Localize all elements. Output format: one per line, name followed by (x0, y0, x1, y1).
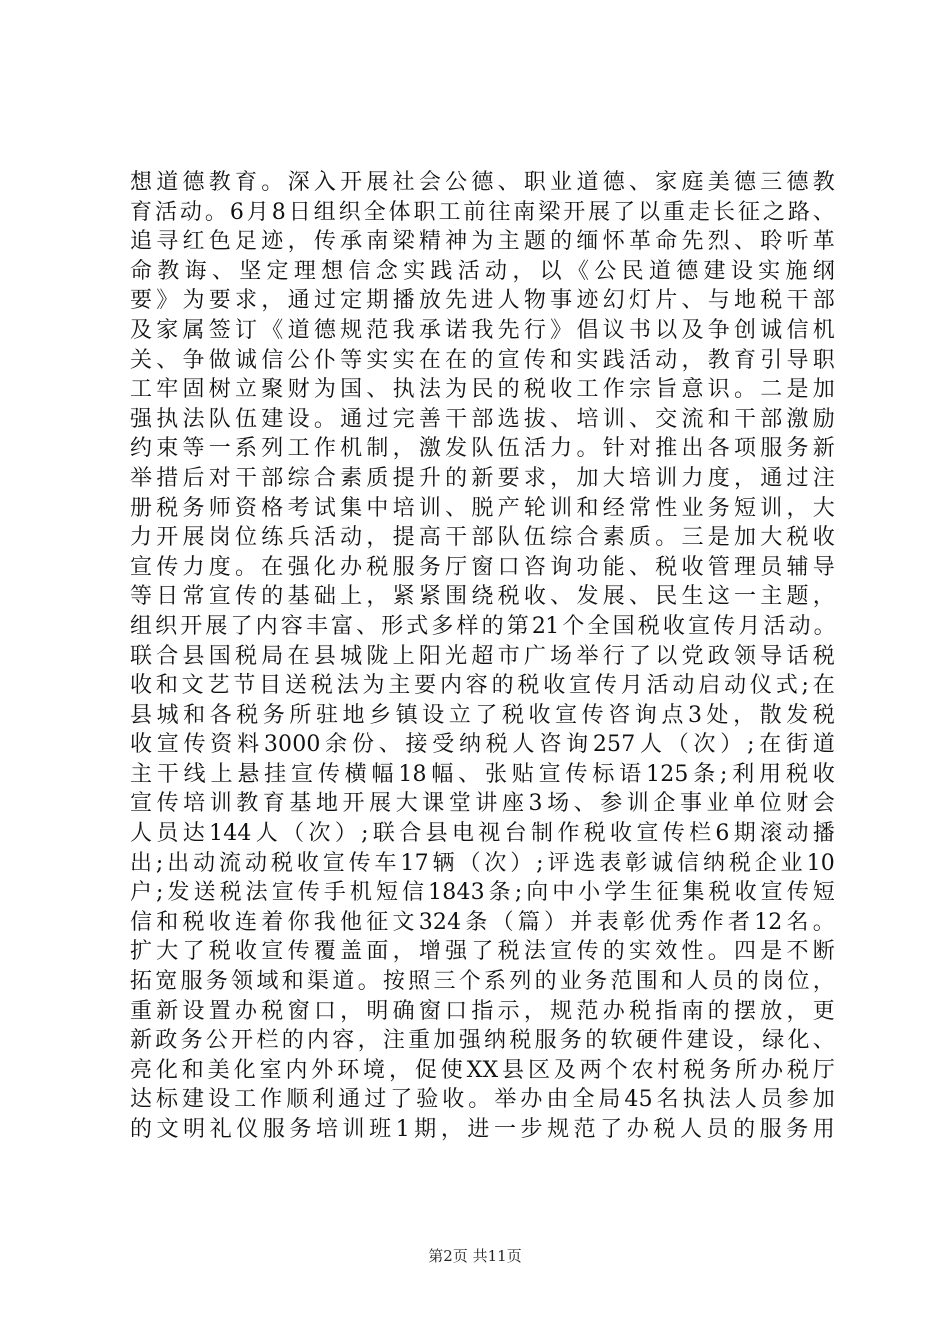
text-line: 想道德教育。深入开展社会公德、职业道德、家庭美德三德教 (130, 170, 835, 195)
document-body (130, 168, 835, 1145)
text-line: 新政务公开栏的内容，注重加强纳税服务的软硬件建设，绿化、 (130, 1028, 835, 1054)
text-line: 育活动。6月8日组织全体职工前往南梁开展了以重走长征之路、 (130, 199, 835, 225)
text-line: 信和税收连着你我他征文324条（篇）并表彰优秀作者12名。 (130, 909, 835, 935)
text-line: 宣传培训教育基地开展大课堂讲座3场、参训企事业单位财会 (130, 791, 835, 817)
text-line: 出;出动流动税收宣传车17辆（次）;评选表彰诚信纳税企业10 (130, 850, 835, 876)
text-line: 户;发送税法宣传手机短信1843条;向中小学生征集税收宣传短 (130, 880, 835, 906)
text-line: 举措后对干部综合素质提升的新要求，加大培训力度，通过注 (130, 465, 835, 491)
text-line: 等日常宣传的基础上，紧紧围绕税收、发展、民生这一主题， (130, 584, 835, 610)
text-line: 扩大了税收宣传覆盖面，增强了税法宣传的实效性。四是不断 (130, 939, 835, 965)
text-line: 约束等一系列工作机制，激发队伍活力。针对推出各项服务新 (130, 436, 835, 462)
text-line: 重新设置办税窗口，明确窗口指示，规范办税指南的摆放，更 (130, 998, 835, 1024)
text-line: 强执法队伍建设。通过完善干部选拔、培训、交流和干部激励 (130, 406, 835, 432)
text-line: 拓宽服务领域和渠道。按照三个系列的业务范围和人员的岗位， (130, 969, 835, 995)
text-line: 命教诲、坚定理想信念实践活动，以《公民道德建设实施纲 (130, 258, 835, 284)
text-line: 工牢固树立聚财为国、执法为民的税收工作宗旨意识。二是加 (130, 377, 835, 403)
text-line: 收宣传资料3000余份、接受纳税人咨询257人（次）;在街道 (130, 732, 835, 758)
text-line: 关、争做诚信公仆等实实在在的宣传和实践活动，教育引导职 (130, 347, 835, 373)
text-line: 宣传力度。在强化办税服务厅窗口咨询功能、税收管理员辅导 (130, 554, 835, 580)
text-line: 追寻红色足迹，传承南梁精神为主题的缅怀革命先烈、聆听革 (130, 229, 835, 255)
text-line: 册税务师资格考试集中培训、脱产轮训和经常性业务短训，大 (130, 495, 835, 521)
page-number-footer: 第2页 共11页 (428, 1247, 522, 1265)
text-line: 收和文艺节目送税法为主要内容的税收宣传月活动启动仪式;在 (130, 673, 835, 699)
text-line: 的文明礼仪服务培训班1期，进一步规范了办税人员的服务用 (130, 1117, 835, 1142)
text-line: 联合县国税局在县城陇上阳光超市广场举行了以党政领导话税 (130, 643, 835, 669)
text-line: 及家属签订《道德规范我承诺我先行》倡议书以及争创诚信机 (130, 317, 835, 343)
text-line: 达标建设工作顺利通过了验收。举办由全局45名执法人员参加 (130, 1087, 835, 1113)
text-line: 亮化和美化室内外环境，促使XX县区及两个农村税务所办税厅 (130, 1057, 835, 1083)
text-line: 主干线上悬挂宣传横幅18幅、张贴宣传标语125条;利用税收 (130, 761, 835, 787)
text-line: 县城和各税务所驻地乡镇设立了税收宣传咨询点3处，散发税 (130, 702, 835, 728)
text-line: 力开展岗位练兵活动，提高干部队伍综合素质。三是加大税收 (130, 525, 835, 551)
text-line: 人员达144人（次）;联合县电视台制作税收宣传栏6期滚动播 (130, 821, 835, 847)
text-line: 组织开展了内容丰富、形式多样的第21个全国税收宣传月活动。 (130, 613, 835, 639)
text-line: 要》为要求，通过定期播放先进人物事迹幻灯片、与地税干部 (130, 288, 835, 314)
